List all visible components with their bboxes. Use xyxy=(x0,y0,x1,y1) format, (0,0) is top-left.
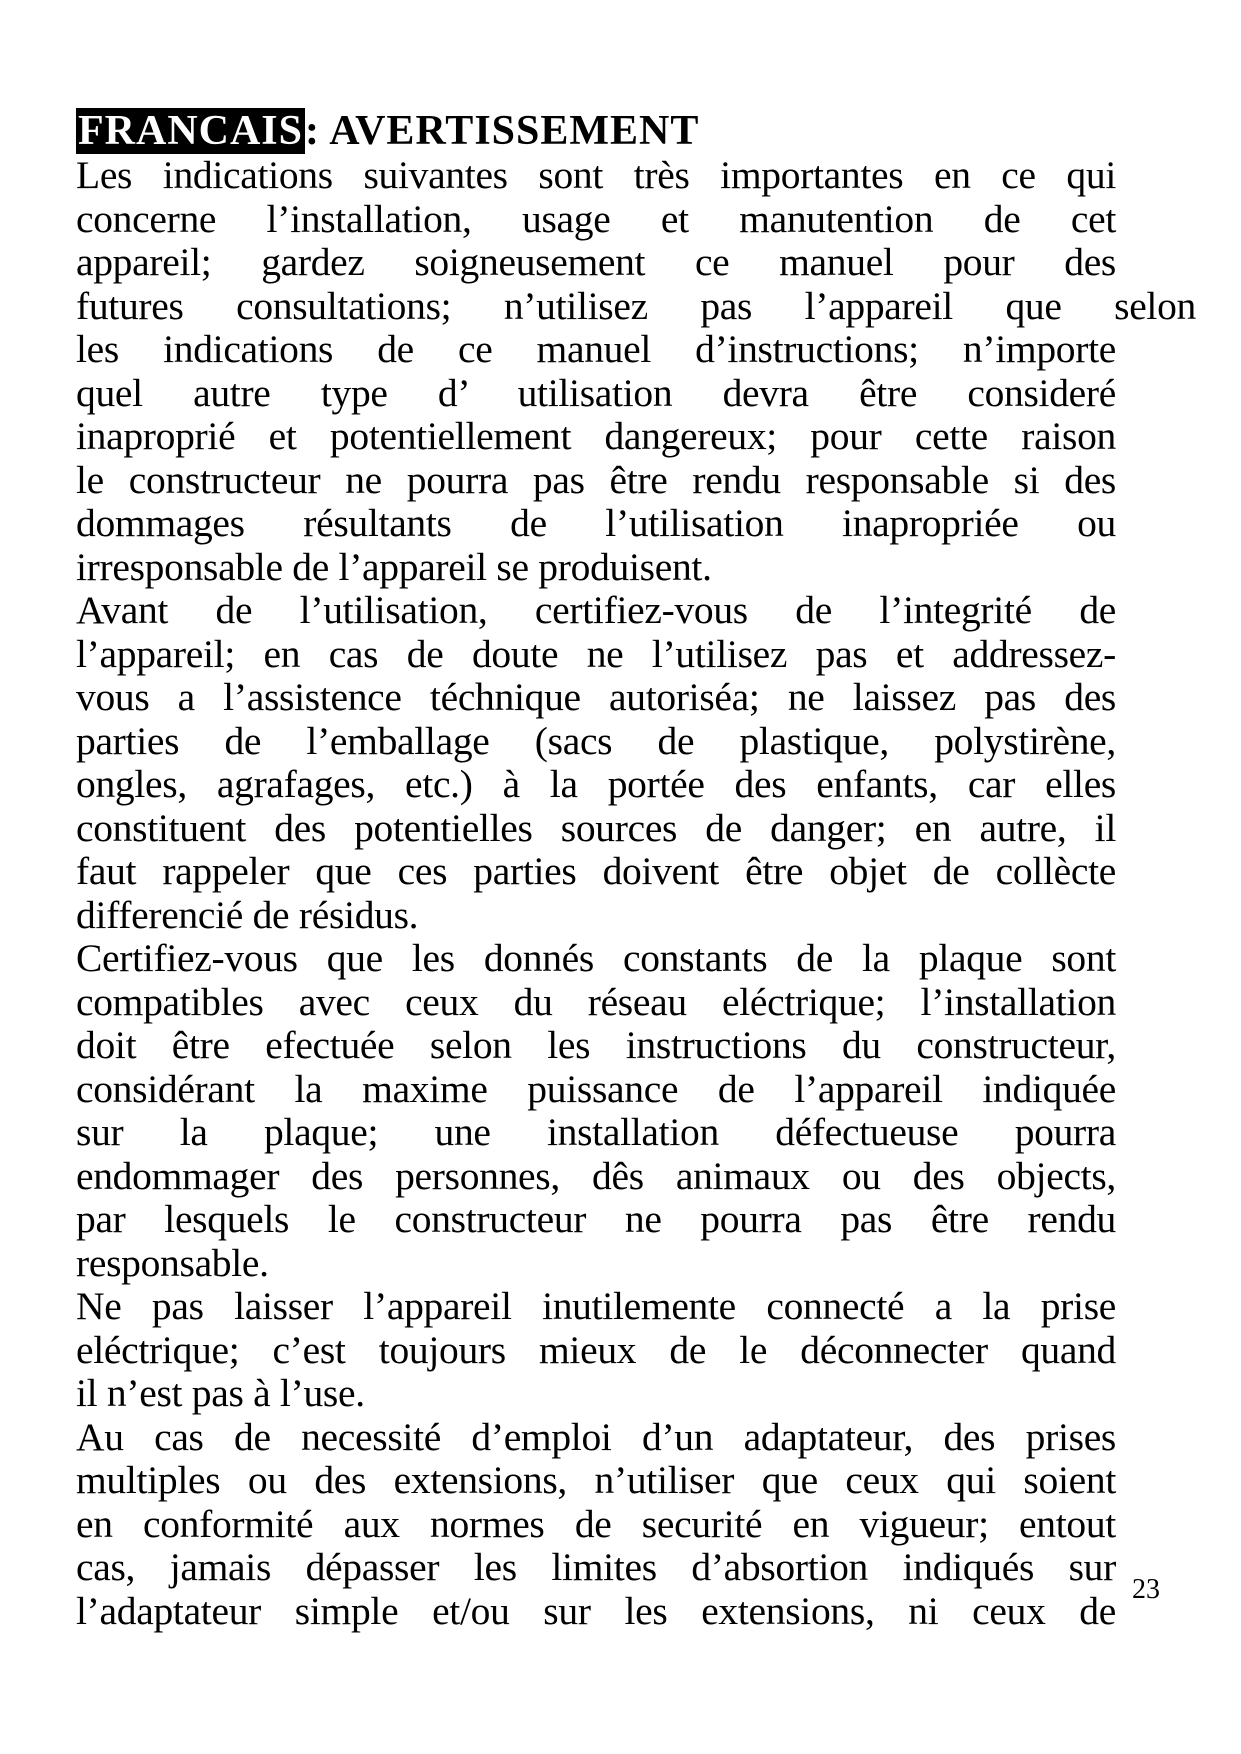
text-line: quel autre type d’ utilisation devra être consideré xyxy=(76,370,1116,415)
document-page xyxy=(76,108,1196,1633)
text-line: inaproprié et potentiellement dangereux; pour cette raison xyxy=(76,414,1116,458)
text-line: futures consultations; n’utilisez pas l’appareil que selon xyxy=(76,283,1196,328)
text-line: eléctrique; c’est toujours mieux de le déconnecter quand xyxy=(76,1327,1116,1372)
section-heading xyxy=(76,108,1196,154)
text-line: l’appareil; en cas de doute ne l’utilisez pas et addressez- xyxy=(76,631,1116,676)
text-line: constituent des potentielles sources de danger; en autre, il xyxy=(76,805,1116,850)
text-line: par lesquels le constructeur ne pourra pas être rendu xyxy=(76,1197,1116,1241)
text-line: en conformité aux normes de securité en vigueur; entout xyxy=(76,1501,1116,1546)
page-number: 23 xyxy=(1132,1574,1160,1605)
language-label: FRANCAIS xyxy=(78,108,304,154)
text-line: considérant la maxime puissance de l’appareil indiquée xyxy=(76,1066,1116,1111)
text-line: appareil; gardez soigneusement ce manuel pour des xyxy=(76,240,1116,284)
text-line: les indications de ce manuel d’instructions; n’importe xyxy=(76,327,1116,371)
text-line: compatibles avec ceux du réseau eléctrique; l’installation xyxy=(76,979,1116,1024)
text-line: Au cas de necessité d’emploi d’un adaptateur, des prises xyxy=(76,1414,1116,1459)
text-line: differencié de résidus. xyxy=(76,892,419,937)
text-line: multiples ou des extensions, n’utiliser que ceux qui soient xyxy=(76,1458,1116,1502)
text-line: l’adaptateur simple et/ou sur les extensions, ni ceux de xyxy=(76,1588,1116,1633)
text-line: endommager des personnes, dês animaux ou des objects, xyxy=(76,1153,1116,1198)
text-line: Ne pas laisser l’appareil inutilemente connecté a la prise xyxy=(76,1284,1116,1328)
text-line: dommages résultants de l’utilisation inapropriée ou xyxy=(76,501,1116,545)
text-line: il n’est pas à l’use. xyxy=(76,1371,365,1415)
text-line: Certifiez-vous que les donnés constants de la plaque sont xyxy=(76,936,1116,980)
text-line: Avant de l’utilisation, certifiez-vous de l’integrité de xyxy=(76,588,1116,632)
text-line: vous a l’assistence téchnique autoriséa; ne laissez pas des xyxy=(76,675,1116,719)
warning-body-text xyxy=(76,154,1196,1633)
text-line: sur la plaque; une installation défectueuse pourra xyxy=(76,1110,1116,1154)
text-line: doit être efectuée selon les instructions du constructeur, xyxy=(76,1023,1116,1067)
text-line: responsable. xyxy=(76,1240,269,1285)
text-line: parties de l’emballage (sacs de plastique, polystirène, xyxy=(76,718,1116,763)
text-line: ongles, agrafages, etc.) à la portée des enfants, car elles xyxy=(76,762,1116,806)
text-line: concerne l’installation, usage et manutention de cet xyxy=(76,196,1116,241)
heading-separator: : xyxy=(305,108,330,154)
text-line: Les indications suivantes sont très importantes en ce qui xyxy=(76,153,1116,197)
text-line: cas, jamais dépasser les limites d’absortion indiqués sur xyxy=(76,1545,1116,1589)
heading-title: AVERTISSEMENT xyxy=(329,108,700,154)
text-line: le constructeur ne pourra pas être rendu responsable si des xyxy=(76,457,1116,502)
text-line: irresponsable de l’appareil se produisent. xyxy=(76,544,712,589)
text-line: faut rappeler que ces parties doivent être objet de collècte xyxy=(76,849,1116,893)
